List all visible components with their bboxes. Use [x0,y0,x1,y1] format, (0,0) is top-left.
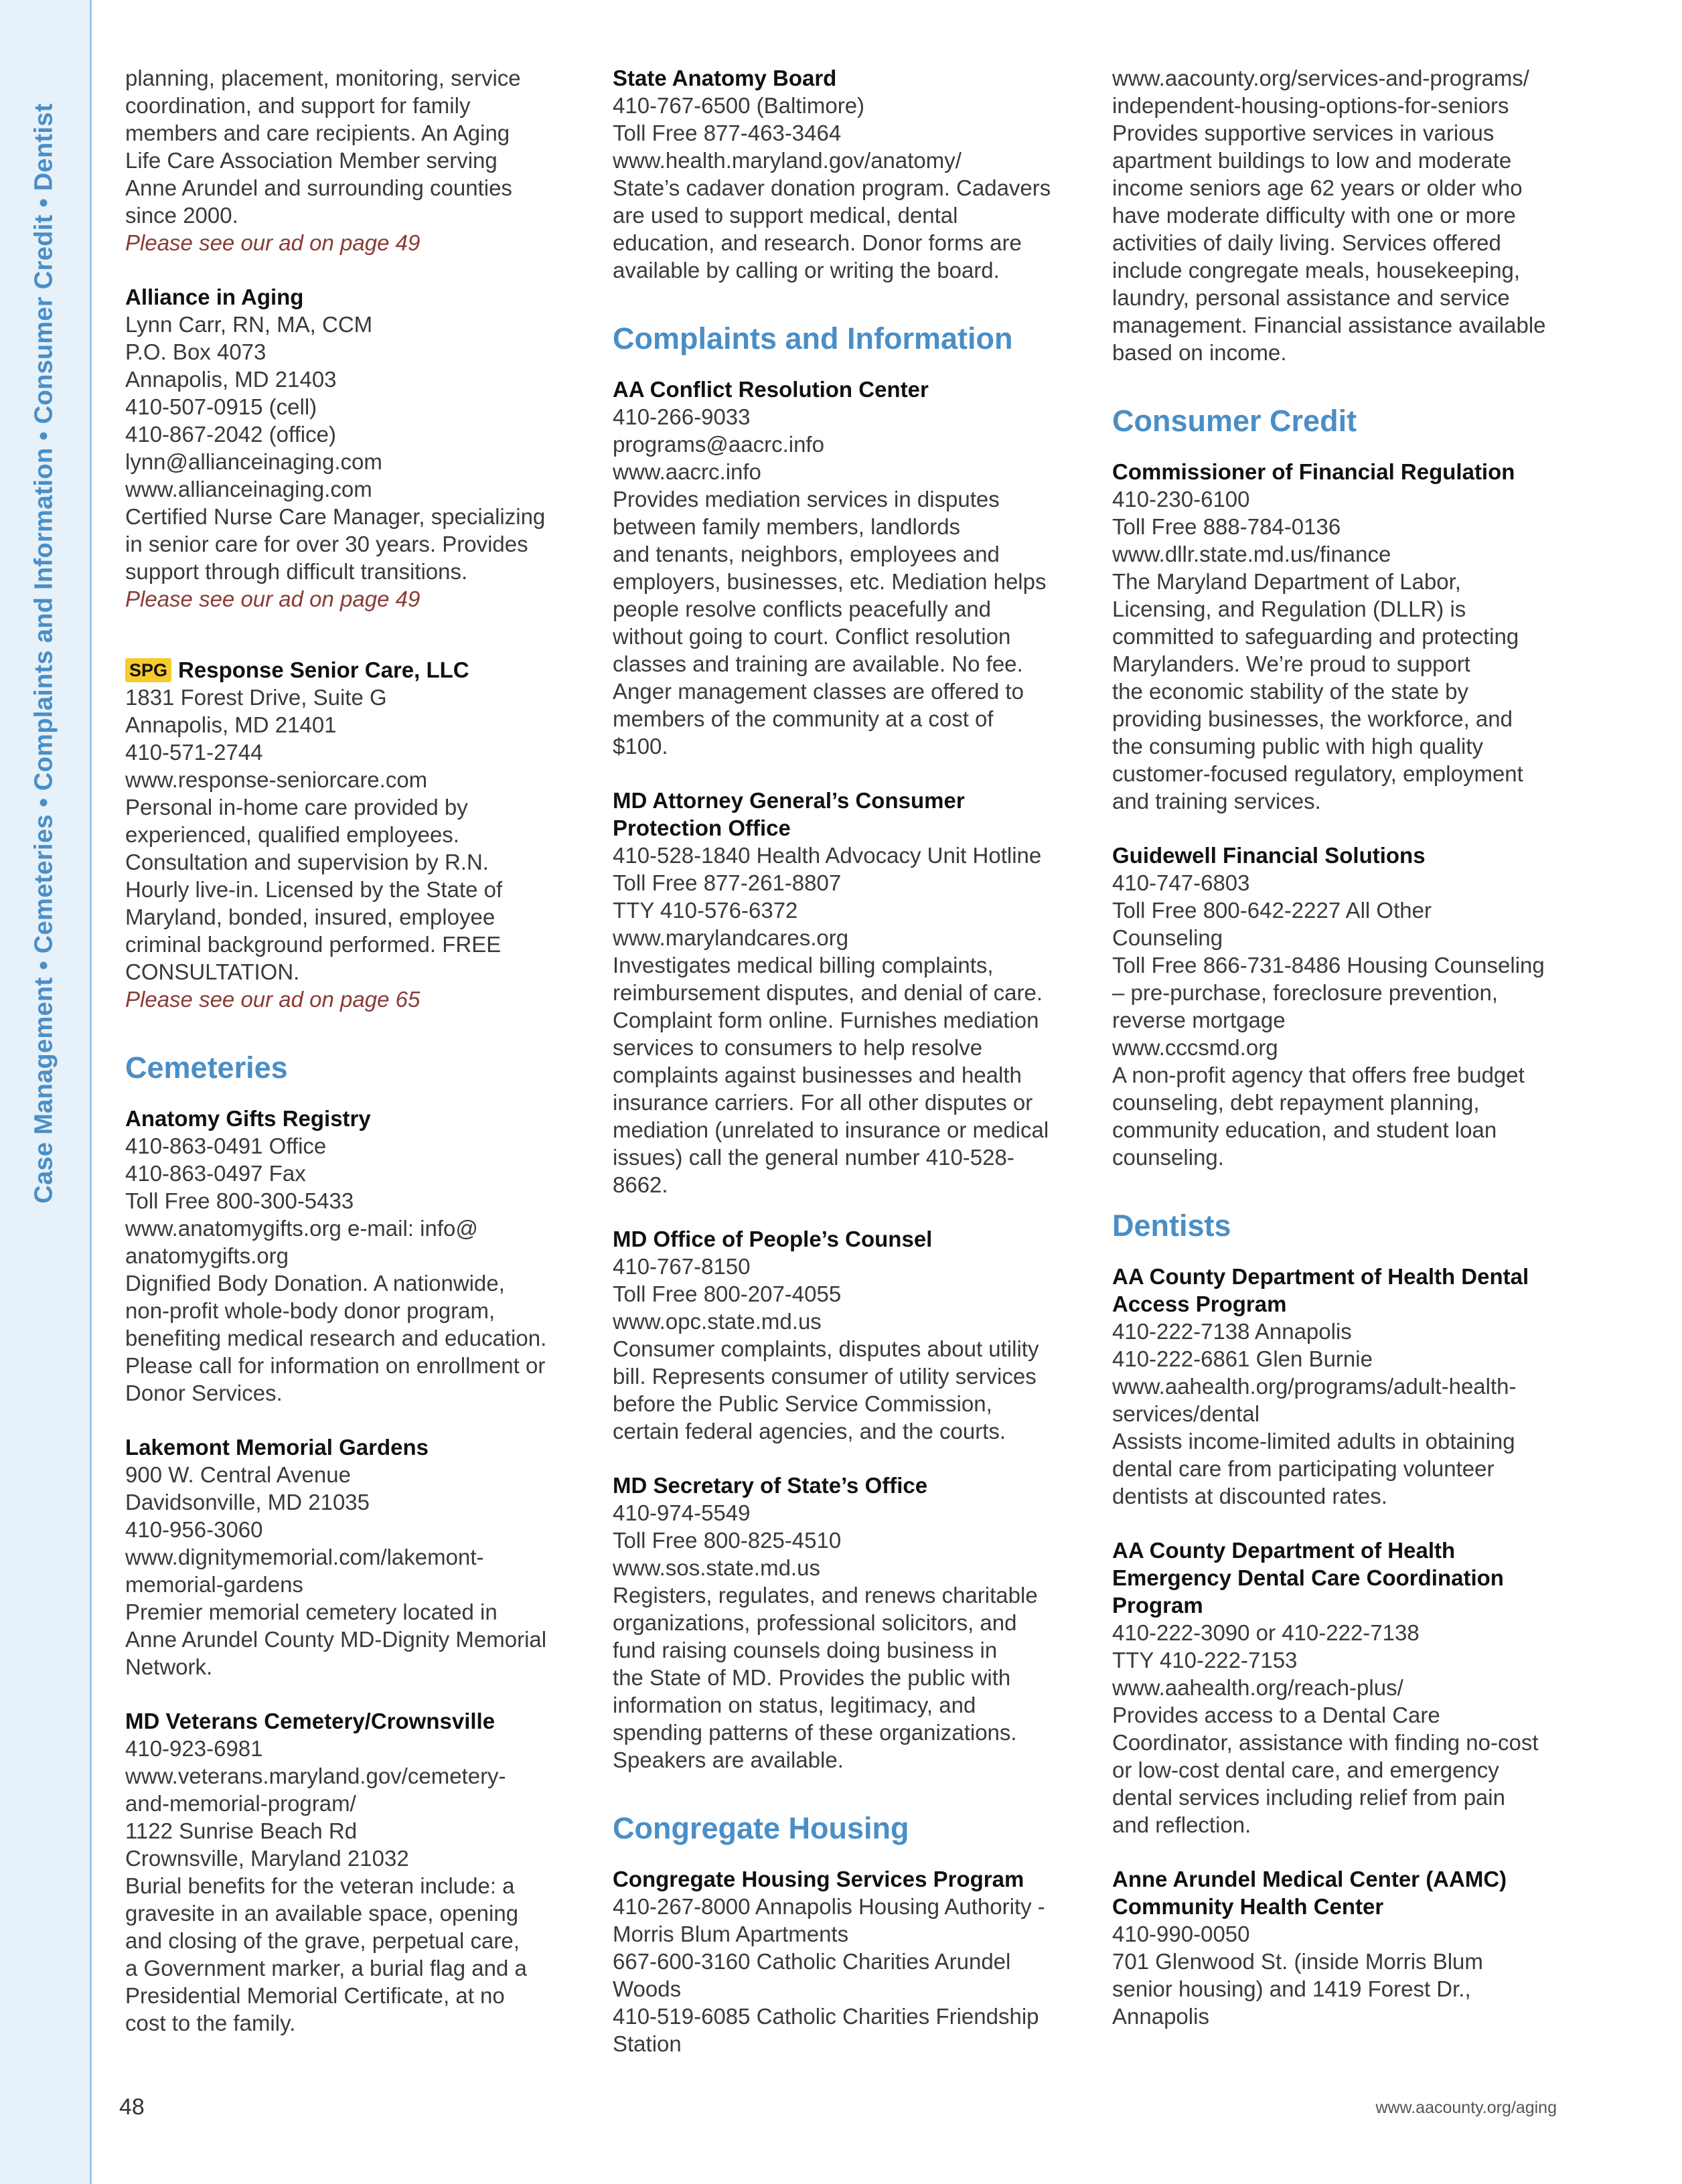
entry-line: spending patterns of these organizations. [613,1720,1017,1745]
entry-line: mediation (unrelated to insurance or medical [613,1117,1049,1142]
entry-name-text: Commissioner of Financial Regulation [1112,459,1515,484]
directory-entry [613,376,1081,760]
entry-name [613,376,1081,403]
entry-line: insurance carriers. For all other disputes or [613,1090,1033,1115]
directory-entry [1112,64,1581,366]
entry-line: Coordinator, assistance with finding no-cost [1112,1730,1539,1755]
section-index-label: Case Management • Cemeteries • Complaints and Information • Consumer Credit • Dentist [29,103,58,1204]
entry-line: a Government marker, a burial flag and a [125,1956,527,1980]
entry-line: and closing of the grave, perpetual care, [125,1928,520,1953]
entry-line: 410-747-6803 [1112,870,1250,895]
entry-line: senior housing) and 1419 Forest Dr., [1112,1976,1471,2001]
directory-entry [1112,1537,1581,1839]
entry-line: Licensing, and Regulation (DLLR) is [1112,597,1466,621]
entry-line: the State of MD. Provides the public with [613,1665,1011,1690]
entry-line: and reflection. [1112,1812,1251,1837]
entry-line: www.veterans.maryland.gov/cemetery- [125,1764,506,1788]
entry-line: employers, businesses, etc. Mediation helps [613,569,1047,594]
footer-url: www.aacounty.org/aging [1375,2098,1557,2117]
entry-name-text: Guidewell Financial Solutions [1112,843,1426,868]
entry-name-text: AA County Department of Health Emergency Dental Care Coordination Program [1112,1538,1504,1618]
entry-line: Morris Blum Apartments [613,1922,849,1946]
directory-entry [613,787,1081,1198]
sidebar [0,0,92,2184]
entry-line: 410-267-8000 Annapolis Housing Authority - [613,1894,1045,1919]
entry-line: www.dignitymemorial.com/lakemont- [125,1545,484,1569]
entry-name [1112,458,1581,485]
entry-line: Toll Free 800-207-4055 [613,1281,842,1306]
entry-name [613,1225,1081,1253]
entry-line: Marylanders. We’re proud to support [1112,651,1470,676]
entry-line: 410-867-2042 (office) [125,422,336,447]
entry-line: www.anatomygifts.org e-mail: info@ [125,1216,478,1241]
entry-line: Toll Free 877-261-8807 [613,870,842,895]
entry-line: in senior care for over 30 years. Provides [125,532,528,556]
section-heading: Complaints and Information [613,321,1013,356]
entry-line: Consumer complaints, disputes about utility [613,1336,1039,1361]
entry-line: 667-600-3160 Catholic Charities Arundel [613,1949,1011,1974]
entry-name [613,64,1081,92]
entry-line: education, and research. Donor forms are [613,230,1022,255]
entry-line: The Maryland Department of Labor, [1112,569,1461,594]
entry-line: have moderate difficulty with one or more [1112,203,1516,228]
entry-line: coordination, and support for family [125,93,471,118]
entry-line: available by calling or writing the board. [613,258,1000,283]
entry-line: 410-863-0497 Fax [125,1161,306,1186]
directory-entry [613,1472,1081,1774]
section-heading: Consumer Credit [1112,404,1357,438]
entry-line: Anne Arundel and surrounding counties [125,175,512,200]
entry-line: Crownsville, Maryland 21032 [125,1846,409,1871]
entry-line: Certified Nurse Care Manager, specializing [125,504,546,529]
entry-name [125,283,594,311]
entry-line: 410-507-0915 (cell) [125,394,317,419]
directory-entry [125,64,594,256]
entry-line: Woods [613,1976,682,2001]
entry-line: Premier memorial cemetery located in [125,1600,498,1624]
entry-name [1112,1537,1581,1619]
entry-line: counseling. [1112,1145,1224,1170]
entry-line: Anne Arundel County MD-Dignity Memorial [125,1627,547,1652]
directory-entry [1112,842,1581,1171]
ad-reference: Please see our ad on page 65 [125,987,420,1012]
entry-line: www.aahealth.org/programs/adult-health- [1112,1374,1517,1399]
entry-line: the consuming public with high quality [1112,734,1483,759]
entry-line: programs@aacrc.info [613,432,824,457]
entry-line: 410-571-2744 [125,740,263,765]
entry-name [1112,1263,1581,1318]
entry-line: counseling, debt repayment planning, [1112,1090,1480,1115]
entry-line: include congregate meals, housekeeping, [1112,258,1521,283]
directory-entry [613,64,1081,284]
entry-line: 410-528-1840 Health Advocacy Unit Hotline [613,843,1042,868]
entry-line: Network. [125,1654,213,1679]
entry-line: Counseling [1112,925,1223,950]
entry-line: Lynn Carr, RN, MA, CCM [125,312,373,337]
entry-line: 410-863-0491 Office [125,1134,327,1158]
entry-line: Complaint form online. Furnishes mediation [613,1008,1039,1032]
entry-line: cost to the family. [125,2011,296,2035]
directory-entry [125,656,594,1013]
entry-line: Dignified Body Donation. A nationwide, [125,1271,505,1296]
entry-line: – pre-purchase, foreclosure prevention, [1112,980,1498,1005]
entry-line: TTY 410-576-6372 [613,898,798,923]
entry-line: Presidential Memorial Certificate, at no [125,1983,505,2008]
entry-line: www.dllr.state.md.us/finance [1112,542,1391,566]
entry-line: organizations, professional solicitors, and [613,1610,1017,1635]
entry-line: criminal background performed. FREE [125,932,502,957]
entry-line: activities of daily living. Services offered [1112,230,1501,255]
directory-entry [125,1707,594,2037]
entry-line: gravesite in an available space, opening [125,1901,519,1926]
entry-line: reverse mortgage [1112,1008,1286,1032]
entry-line: Personal in-home care provided by [125,795,468,820]
entry-line: Maryland, bonded, insured, employee [125,905,495,929]
section-heading: Dentists [1112,1208,1231,1243]
entry-line: support through difficult transitions. [125,559,468,584]
entry-line: www.aahealth.org/reach-plus/ [1112,1675,1403,1700]
entry-line: 410-222-3090 or 410-222-7138 [1112,1620,1420,1645]
entry-line: Speakers are available. [613,1747,844,1772]
entry-line: www.cccsmd.org [1112,1035,1278,1060]
entry-line: are used to support medical, dental [613,203,958,228]
entry-line: providing businesses, the workforce, and [1112,706,1513,731]
entry-line: www.response-seniorcare.com [125,767,428,792]
entry-line: Hourly live-in. Licensed by the State of [125,877,503,902]
entry-name-text: MD Office of People’s Counsel [613,1227,933,1251]
entry-name [613,787,1081,842]
entry-line: since 2000. [125,203,238,228]
entry-name [125,1433,594,1461]
entry-name-text: Anne Arundel Medical Center (AAMC) Community Health Center [1112,1867,1507,1919]
entry-line: classes and training are available. No fee. [613,651,1023,676]
entry-line: certain federal agencies, and the courts. [613,1419,1006,1444]
entry-name [125,1105,594,1132]
entry-line: Toll Free 800-300-5433 [125,1188,354,1213]
entry-line: 410-923-6981 [125,1736,263,1761]
entry-line: non-profit whole-body donor program, [125,1298,495,1323]
entry-line: reimbursement disputes, and denial of care. [613,980,1043,1005]
directory-entry [125,1433,594,1681]
directory-entry [1112,1263,1581,1510]
entry-line: Please call for information on enrollment or [125,1353,546,1378]
entry-line: dental care from participating volunteer [1112,1456,1495,1481]
directory-entry [613,1225,1081,1445]
entry-line: www.opc.state.md.us [613,1309,822,1334]
entry-line: www.health.maryland.gov/anatomy/ [613,148,962,173]
entry-line: independent-housing-options-for-seniors [1112,93,1509,118]
entry-line: Provides mediation services in disputes [613,487,1000,512]
entry-line: issues) call the general number 410-528- [613,1145,1014,1170]
entry-line: State’s cadaver donation program. Cadavers [613,175,1051,200]
entry-line: lynn@allianceinaging.com [125,449,382,474]
entry-line: or low-cost dental care, and emergency [1112,1758,1499,1782]
entry-line: people resolve conflicts peacefully and [613,597,992,621]
entry-name [613,1865,1081,1893]
entry-line: dentists at discounted rates. [1112,1484,1387,1508]
entry-line: laundry, personal assistance and service [1112,285,1510,310]
entry-line: Toll Free 800-825-4510 [613,1528,842,1553]
entry-line: Annapolis [1112,2004,1209,2029]
entry-line: www.sos.state.md.us [613,1555,820,1580]
entry-line: committed to safeguarding and protecting [1112,624,1519,649]
entry-line: Investigates medical billing complaints, [613,953,994,978]
section-heading: Congregate Housing [613,1811,909,1845]
entry-line: services/dental [1112,1401,1260,1426]
column-1 [125,64,594,2063]
entry-line: apartment buildings to low and moderate [1112,148,1512,173]
entry-line: Toll Free 877-463-3464 [613,121,842,145]
ad-reference: Please see our ad on page 49 [125,230,420,255]
entry-line: TTY 410-222-7153 [1112,1648,1298,1672]
entry-line: before the Public Service Commission, [613,1391,992,1416]
entry-name-text: MD Attorney General’s Consumer Protection Office [613,788,965,840]
entry-line: based on income. [1112,340,1287,365]
entry-name-text: Congregate Housing Services Program [613,1867,1024,1891]
entry-line: income seniors age 62 years or older who [1112,175,1523,200]
entry-line: and tenants, neighbors, employees and [613,542,1000,566]
entry-line: www.aacounty.org/services-and-programs/ [1112,66,1529,90]
entry-line: 1831 Forest Drive, Suite G [125,685,387,710]
entry-name-text: State Anatomy Board [613,66,837,90]
entry-name-text: Alliance in Aging [125,285,304,309]
entry-line: members and care recipients. An Aging [125,121,510,145]
entry-line: Donor Services. [125,1381,283,1405]
entry-line: planning, placement, monitoring, service [125,66,521,90]
entry-line: 410-222-7138 Annapolis [1112,1319,1352,1344]
entry-line: 8662. [613,1172,668,1197]
entry-line: 410-956-3060 [125,1517,263,1542]
entry-line: 410-266-9033 [613,404,751,429]
entry-name [125,1707,594,1735]
entry-line: 410-974-5549 [613,1500,751,1525]
entry-name-text: MD Secretary of State’s Office [613,1473,928,1498]
entry-name [1112,1865,1581,1920]
entry-line: and training services. [1112,789,1321,813]
entry-line: www.aacrc.info [613,459,761,484]
entry-line: A non-profit agency that offers free budget [1112,1063,1525,1087]
entry-line: Annapolis, MD 21403 [125,367,337,392]
directory-entry [1112,458,1581,815]
entry-line: www.allianceinaging.com [125,477,372,501]
entry-line: Davidsonville, MD 21035 [125,1490,370,1514]
entry-line: complaints against businesses and health [613,1063,1022,1087]
directory-entry [125,283,594,613]
entry-line: Toll Free 888-784-0136 [1112,514,1341,539]
entry-line: Annapolis, MD 21401 [125,712,337,737]
column-3 [1112,64,1581,2057]
entry-line: www.marylandcares.org [613,925,849,950]
entry-line: fund raising counsels doing business in [613,1638,998,1662]
entry-line: and-memorial-program/ [125,1791,356,1816]
entry-line: anatomygifts.org [125,1243,289,1268]
entry-line: Assists income-limited adults in obtaining [1112,1429,1515,1454]
entry-name-text: AA County Department of Health Dental Access Program [1112,1264,1529,1316]
entry-line: between family members, landlords [613,514,961,539]
entry-name [613,1472,1081,1499]
directory-entry [613,1865,1081,2057]
entry-line: 410-519-6085 Catholic Charities Friendship [613,2004,1039,2029]
entry-line: memorial-gardens [125,1572,303,1597]
page-number: 48 [119,2094,145,2120]
entry-line: Burial benefits for the veteran include: a [125,1873,515,1898]
entry-line: 410-230-6100 [1112,487,1250,512]
entry-line: 410-767-6500 (Baltimore) [613,93,865,118]
entry-line: 701 Glenwood St. (inside Morris Blum [1112,1949,1483,1974]
entry-line: 1122 Sunrise Beach Rd [125,1818,358,1843]
entry-line: Life Care Association Member serving [125,148,498,173]
entry-name [1112,842,1581,869]
entry-line: community education, and student loan [1112,1117,1497,1142]
entry-line: management. Financial assistance available [1112,313,1546,337]
section-heading: Cemeteries [125,1050,288,1085]
entry-name [125,656,594,684]
entry-name-text: AA Conflict Resolution Center [613,377,929,402]
directory-entry [125,1105,594,1407]
entry-line: customer-focused regulatory, employment [1112,761,1523,786]
directory-entry [1112,1865,1581,2030]
entry-line: Anger management classes are offered to [613,679,1024,704]
entry-line: $100. [613,734,668,759]
entry-name-text: Lakemont Memorial Gardens [125,1435,429,1460]
entry-name-text: MD Veterans Cemetery/Crownsville [125,1709,495,1733]
entry-line: P.O. Box 4073 [125,339,266,364]
entry-line: CONSULTATION. [125,959,300,984]
spg-badge: SPG [125,658,171,682]
entry-line: information on status, legitimacy, and [613,1693,976,1717]
entry-line: Toll Free 800-642-2227 All Other [1112,898,1432,923]
entry-line: the economic stability of the state by [1112,679,1468,704]
entry-line: Provides supportive services in various [1112,121,1495,145]
entry-line: experienced, qualified employees. [125,822,459,847]
entry-line: Provides access to a Dental Care [1112,1703,1440,1727]
entry-line: 410-222-6861 Glen Burnie [1112,1346,1373,1371]
entry-name-text: Response Senior Care, LLC [178,657,469,682]
entry-line: without going to court. Conflict resolution [613,624,1011,649]
entry-line: 410-767-8150 [613,1254,751,1279]
entry-line: Station [613,2031,682,2056]
entry-line: bill. Represents consumer of utility services [613,1364,1037,1389]
entry-line: Registers, regulates, and renews charitable [613,1583,1038,1608]
entry-line: members of the community at a cost of [613,706,994,731]
entry-name-text: Anatomy Gifts Registry [125,1106,371,1131]
entry-line: 900 W. Central Avenue [125,1462,351,1487]
entry-line: 410-990-0050 [1112,1922,1250,1946]
entry-line: dental services including relief from pain [1112,1785,1505,1810]
entry-line: benefiting medical research and education. [125,1326,547,1350]
entry-line: Consultation and supervision by R.N. [125,850,489,874]
column-2 [613,64,1081,2084]
entry-line: Toll Free 866-731-8486 Housing Counseling [1112,953,1545,978]
entry-line: services to consumers to help resolve [613,1035,983,1060]
ad-reference: Please see our ad on page 49 [125,587,420,611]
